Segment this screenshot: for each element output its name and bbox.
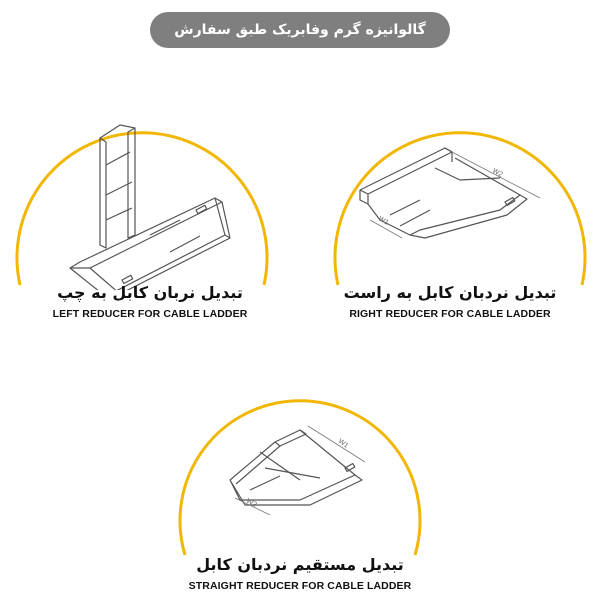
right-reducer-arc (335, 133, 585, 285)
straight-reducer-title-en: STRAIGHT REDUCER FOR CABLE LADDER (188, 580, 412, 592)
straight-reducer-illustration (150, 350, 450, 560)
straight-reducer-title-fa: تبدیل مستقیم نردبان کابل (196, 555, 404, 574)
banner-text: گالوانیزه گرم وفابریک طبق سفارش (174, 22, 426, 38)
right-reducer-dim-w1: W1 (377, 215, 390, 227)
left-reducer-illustration (0, 70, 300, 290)
header-banner (150, 12, 450, 48)
right-reducer-dimensions (370, 152, 540, 238)
left-reducer-arc (17, 133, 267, 285)
left-reducer-title-en: LEFT REDUCER FOR CABLE LADDER (52, 308, 248, 320)
right-reducer-dim-w2: W2 (491, 167, 504, 179)
right-reducer-title-en: RIGHT REDUCER FOR CABLE LADDER (349, 308, 551, 320)
right-reducer-title-fa: تبدیل نردبان کابل به راست (343, 283, 557, 302)
left-reducer-title-fa: تبدیل نربان کابل به چپ (57, 283, 243, 302)
right-reducer-illustration (300, 70, 600, 290)
straight-reducer-dim-w1: W1 (336, 437, 350, 450)
straight-reducer-dim-w2: W2 (245, 497, 258, 509)
straight-reducer-arc (180, 401, 420, 555)
